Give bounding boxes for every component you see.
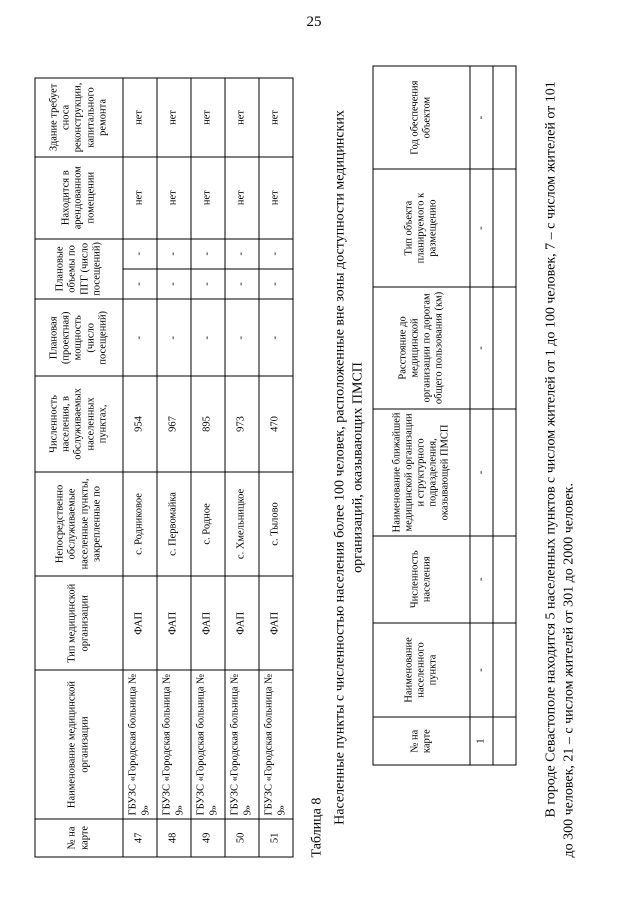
demolish: нет xyxy=(225,78,259,157)
table-row xyxy=(225,78,259,857)
plan-volume-b: - xyxy=(157,238,191,268)
table-cell: - xyxy=(470,286,493,408)
header-cell: Наименование медицинской организации xyxy=(35,670,123,819)
population: 954 xyxy=(123,376,157,471)
row-number: 51 xyxy=(259,818,293,856)
table-row xyxy=(191,78,225,857)
table-cell: - xyxy=(470,66,493,169)
table-row-empty xyxy=(493,66,516,765)
summary-paragraph: В городе Севастополе находится 5 населенных пунктов с числом жителей от 1 до 100 человек, 7 – с числом жителей от 101 до 300 человек, 21 – с числом жителей от 301 до 2000 человек. xyxy=(543,80,577,857)
plan-volume-a: - xyxy=(123,268,157,298)
rented: нет xyxy=(123,156,157,238)
table-row xyxy=(157,78,191,857)
header-cell: Плановая (проектная) мощность (число посещений) xyxy=(35,299,123,376)
plan-volume-a: - xyxy=(259,268,293,298)
capacity: - xyxy=(191,299,225,376)
header-cell: Наименование ближайшей медицинской организации и структурного подразделения, оказывающей ПМСП xyxy=(373,408,470,535)
rented: нет xyxy=(259,156,293,238)
row-number: 49 xyxy=(191,818,225,856)
settlements-table xyxy=(373,65,517,765)
demolish: нет xyxy=(191,78,225,157)
table-cell: 1 xyxy=(470,717,493,765)
population: 470 xyxy=(259,376,293,471)
table-header-row xyxy=(35,78,123,857)
header-cell: Находится в арендованном помещении xyxy=(35,156,123,238)
organization-name: ГБУЗС «Городская больница № 9» xyxy=(191,670,225,819)
rented: нет xyxy=(191,156,225,238)
population: 967 xyxy=(157,376,191,471)
capacity: - xyxy=(225,299,259,376)
organization-name: ГБУЗС «Городская больница № 9» xyxy=(259,670,293,819)
plan-volume-a: - xyxy=(225,268,259,298)
table-header-row xyxy=(373,66,470,765)
header-cell: Численность населения, в обслуживаемых населенных пунктах, xyxy=(35,376,123,471)
plan-volume-a: - xyxy=(191,268,225,298)
facilities-table xyxy=(35,77,294,857)
population: 973 xyxy=(225,376,259,471)
header-cell: Здание требует сноса реконструкции, капитального ремонта xyxy=(35,78,123,157)
organization-name: ГБУЗС «Городская больница № 9» xyxy=(123,670,157,819)
organization-type: ФАП xyxy=(191,576,225,670)
header-cell: Год обеспечения объектом xyxy=(373,66,470,169)
row-number: 47 xyxy=(123,818,157,856)
settlement: с. Первомайка xyxy=(157,471,191,576)
table-cell: - xyxy=(470,622,493,717)
plan-volume-a: - xyxy=(157,268,191,298)
population: 895 xyxy=(191,376,225,471)
header-cell: Тип объекта планируемого к размещению xyxy=(373,169,470,287)
row-number: 48 xyxy=(157,818,191,856)
header-cell: Плановые объемы по ПГГ (число посещений) xyxy=(35,238,123,299)
rotated-content xyxy=(35,60,595,865)
rented: нет xyxy=(225,156,259,238)
organization-type: ФАП xyxy=(225,576,259,670)
header-cell: № на карте xyxy=(373,717,470,765)
header-cell: Тип медицинской организации xyxy=(35,576,123,670)
plan-volume-b: - xyxy=(191,238,225,268)
page-number: 25 xyxy=(306,14,322,30)
organization-name: ГБУЗС «Городская больница № 9» xyxy=(157,670,191,819)
table-cell: - xyxy=(470,408,493,535)
capacity: - xyxy=(259,299,293,376)
header-cell: № на карте xyxy=(35,818,123,856)
table-heading: Населенные пункты с численностью населения более 100 человек, расположенные вне зоны доступности медицинских организаций, оказывающих ПМСП xyxy=(332,109,365,825)
table-cell: - xyxy=(470,535,493,622)
rented: нет xyxy=(157,156,191,238)
settlement: с. Родное xyxy=(191,471,225,576)
demolish: нет xyxy=(157,78,191,157)
plan-volume-b: - xyxy=(123,238,157,268)
table-row xyxy=(470,66,493,765)
organization-name: ГБУЗС «Городская больница № 9» xyxy=(225,670,259,819)
plan-volume-b: - xyxy=(259,238,293,268)
table-row xyxy=(259,78,293,857)
settlement: с. Родниковое xyxy=(123,471,157,576)
organization-type: ФАП xyxy=(259,576,293,670)
row-number: 50 xyxy=(225,818,259,856)
settlement: с. Тылово xyxy=(259,471,293,576)
organization-type: ФАП xyxy=(123,576,157,670)
organization-type: ФАП xyxy=(157,576,191,670)
header-cell: Численность населения xyxy=(373,535,470,622)
header-cell: Расстояние до медицинской организации по дорогам общего пользования (км) xyxy=(373,286,470,408)
capacity: - xyxy=(123,299,157,376)
table-cell: - xyxy=(470,169,493,287)
capacity: - xyxy=(157,299,191,376)
table-row xyxy=(123,78,157,857)
demolish: нет xyxy=(259,78,293,157)
settlement: с. Хмельницкое xyxy=(225,471,259,576)
header-cell: Непосредственно обслуживаемые населенные пункты, закрепленные по xyxy=(35,471,123,576)
header-cell: Наименование населенного пункта xyxy=(373,622,470,717)
demolish: нет xyxy=(123,78,157,157)
table-caption: Таблица 8 xyxy=(309,797,325,857)
plan-volume-b: - xyxy=(225,238,259,268)
